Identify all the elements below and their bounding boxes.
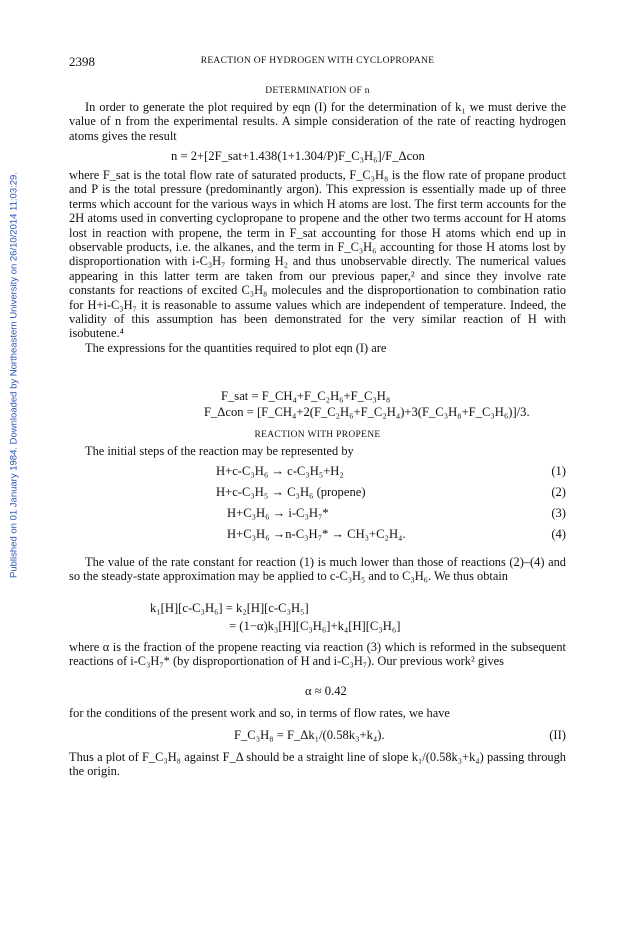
running-title: REACTION OF HYDROGEN WITH CYCLOPROPANE	[200, 56, 435, 66]
reaction-1-number: (1)	[551, 464, 566, 478]
equation-flow-number: (II)	[549, 728, 566, 742]
running-header	[69, 54, 566, 70]
reaction-3: H+C₃H₆ → i-C₃H₇*	[227, 506, 329, 520]
reaction-2: H+c-C₃H₅ → C₃H₆ (propene)	[216, 485, 366, 499]
paragraph-flow	[69, 706, 566, 720]
paragraph-intro	[69, 100, 566, 143]
reaction-2-number: (2)	[551, 485, 566, 499]
paragraph-4: The initial steps of the reaction may be represented by	[85, 444, 354, 458]
equation-steady-state-1: k₁[H][c-C₃H₆] = k₂[H][c-C₃H₅]	[150, 601, 309, 615]
section-title-determination: DETERMINATION OF n	[265, 86, 370, 96]
paragraph-initial-steps	[69, 444, 566, 458]
equation-flow: F_C₃H₈ = F_Δk₁/(0.58k₃+k₄).	[234, 728, 385, 742]
section-title-propene: REACTION WITH PROPENE	[254, 430, 381, 440]
paragraph-conclusion	[69, 750, 566, 779]
paragraph-7: for the conditions of the present work and so, in terms of flow rates, we have	[69, 706, 450, 720]
download-watermark-text: Published on 01 January 1984. Downloaded by Northeastern University on 26/10/2014 11:03:29.	[8, 172, 20, 578]
reaction-4: H+C₃H₆ →n-C₃H₇* → CH₃+C₂H₄.	[227, 527, 406, 541]
reaction-1: H+c-C₃H₆ → c-C₃H₅+H₂	[216, 464, 344, 478]
equation-n: n = 2+[2F_sat+1.438(1+1.304/P)F_C₃H₆]/F_Δcon	[171, 149, 425, 163]
paragraph-8: Thus a plot of F_C₃H₈ against F_Δ should be a straight line of slope k₁/(0.58k₃+k₄) passing through the origin.	[69, 750, 566, 779]
reaction-3-number: (3)	[551, 506, 566, 520]
paragraph-6: where α is the fraction of the propene reacting via reaction (3) which is reformed in the subsequent reactions of i-C₃H₇* (by disproportionation of H and i-C₃H₇). Our previous work² gives	[69, 640, 566, 669]
paragraph-explanation	[69, 168, 566, 355]
equation-alpha: α ≈ 0.42	[305, 684, 347, 698]
page-number: 2398	[69, 54, 95, 69]
equation-fsat: F_sat = F_CH₄+F_C₂H₆+F_C₃H₈	[221, 389, 391, 403]
equation-steady-state-2: = (1−α)k₃[H][C₃H₆]+k₄[H][C₃H₆]	[229, 619, 401, 633]
paragraph-2: where F_sat is the total flow rate of saturated products, F_C₃H₈ is the flow rate of propane product and P is the total pressure (predominantly argon). This expression is essentially made up of three terms which account for the various ways in which H atoms are lost. The first term accounts for the 2H atoms used in converting cyclopropane to propene and the other two terms account for H atoms lost in reaction with propene, the term in F_sat accounting for those H atoms which end up in observable products, i.e. the alkanes, and the term in F_C₃H₆ accounting for those H atoms lost by disproportionation with i-C₃H₇ forming H₂ and thus unobservable directly. The numerical values appearing in this latter term are taken from our previous paper,² and since they involve rate constants for reactions of excited C₃H₈ molecules and the disproportionation to combination ratio for H+i-C₃H₇ it is reasonable to assume values which are independent of temperature. Indeed, the validity of this assumption has been demonstrated for the very similar reaction of H with isobutene.⁴	[69, 168, 566, 341]
paragraph-1: In order to generate the plot required by eqn (I) for the determination of k₁ we must derive the value of n from the experimental results. A simple consideration of the rate of reacting hydrogen atoms gives the result	[69, 100, 566, 143]
paragraph-5: The value of the rate constant for reaction (1) is much lower than those of reactions (2)–(4) and so the steady-state approximation may be applied to c-C₃H₅ and to C₃H₆. We thus obtain	[69, 555, 566, 584]
paragraph-steady-state	[69, 555, 566, 584]
paragraph-alpha	[69, 640, 566, 669]
equation-fdcon: F_Δcon = [F_CH₄+2(F_C₂H₆+F_C₂H₄)+3(F_C₃H₈+F_C₃H₆)]/3.	[204, 405, 530, 419]
paragraph-3: The expressions for the quantities required to plot eqn (I) are	[85, 340, 387, 355]
reaction-4-number: (4)	[551, 527, 566, 541]
download-watermark	[6, 150, 22, 600]
